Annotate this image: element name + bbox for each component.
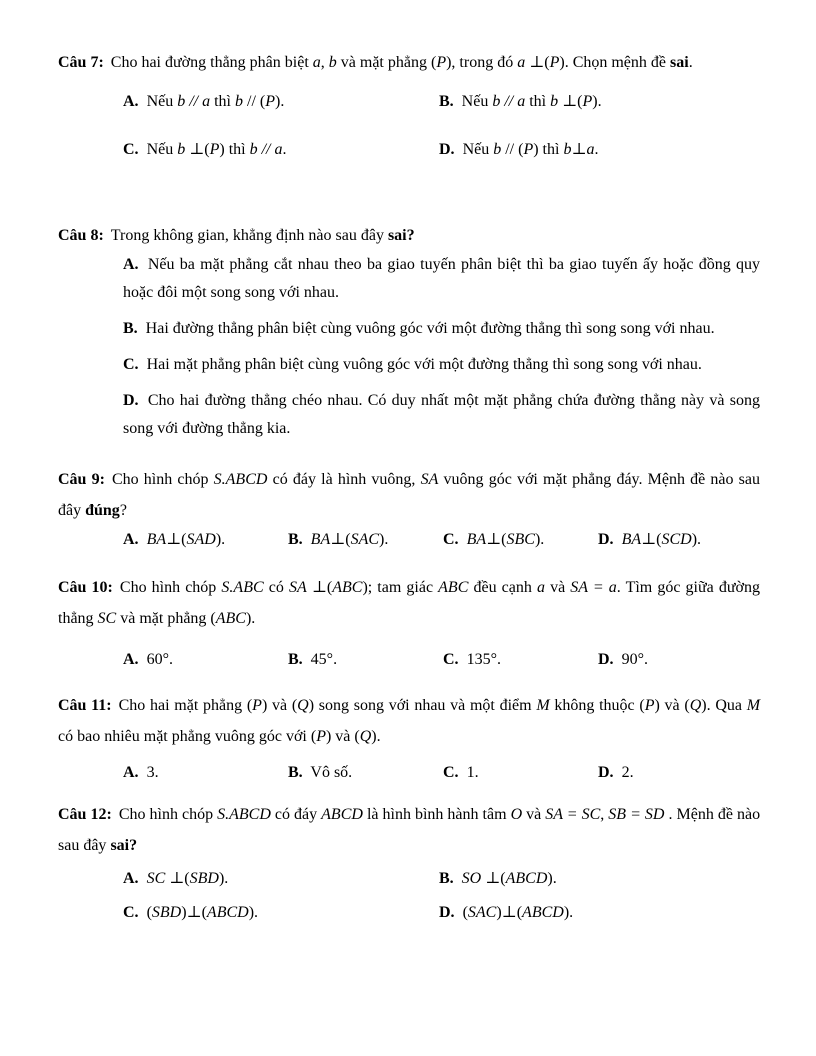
- math-text-run: M: [536, 697, 550, 714]
- option-letter: B.: [123, 320, 138, 337]
- option-letter: B.: [439, 93, 454, 110]
- math-text-run: P: [523, 141, 534, 158]
- text-run: (: [462, 904, 468, 921]
- option-B: [439, 88, 760, 116]
- math-text-run: ABC: [438, 579, 469, 596]
- text-run: // (: [501, 141, 524, 158]
- text-run: )⊥(: [181, 904, 207, 921]
- option-B: [439, 865, 760, 893]
- text-run: thì: [210, 93, 235, 110]
- option-letter: B.: [288, 764, 303, 781]
- question-8: [58, 220, 760, 443]
- text-run: ).: [248, 904, 259, 921]
- math-text-run: P: [582, 93, 593, 110]
- text-run: ⊥(: [558, 93, 583, 110]
- text-run: Cho hình chóp: [111, 471, 214, 488]
- text-run: ) và (: [654, 697, 690, 714]
- text-run: . Mệnh đề nào sau đây: [58, 806, 761, 854]
- text-run: ⊥(: [525, 54, 550, 71]
- text-run: không thuộc (: [549, 697, 645, 714]
- option-A: [123, 865, 439, 893]
- math-text-run: M: [746, 697, 761, 714]
- text-run: có: [263, 579, 289, 596]
- text-run: Hai đường thẳng phân biệt cùng vuông góc với một đường thẳng thì song song với nhau.: [145, 320, 715, 337]
- text-run: ⊥(: [166, 531, 187, 548]
- text-run: ⊥(: [165, 870, 190, 887]
- math-text-run: SA: [420, 471, 439, 488]
- math-text-run: ABCD: [522, 904, 564, 921]
- math-text-run: P: [644, 697, 655, 714]
- math-text-run: a: [586, 141, 595, 158]
- math-text-run: S.ABCD: [213, 471, 268, 488]
- text-run: ) thì: [219, 141, 250, 158]
- math-text-run: SBD: [151, 904, 182, 921]
- option-D: [598, 526, 760, 554]
- option-letter: D.: [598, 651, 614, 668]
- question-number-label: Câu 11:: [58, 697, 112, 714]
- math-text-run: ABC: [215, 610, 246, 627]
- math-text-run: BA: [621, 531, 642, 548]
- text-run: có đáy: [270, 806, 322, 823]
- text-run: thì: [525, 93, 551, 110]
- option-C: [123, 136, 439, 164]
- math-text-run: O: [510, 806, 523, 823]
- options-grid: [58, 646, 760, 674]
- option-C: [123, 899, 439, 927]
- option-C: [443, 646, 598, 674]
- text-run: 60°.: [146, 651, 173, 668]
- math-text-run: b: [563, 141, 572, 158]
- options-grid: [58, 865, 760, 927]
- options-grid: [58, 526, 760, 554]
- question-number-label: Câu 9:: [58, 471, 105, 488]
- text-run: .: [688, 54, 693, 71]
- text-run: ⊥(: [486, 531, 507, 548]
- text-run: ⊥(: [641, 531, 662, 548]
- math-text-run: Q: [689, 697, 702, 714]
- math-text-run: P: [436, 54, 447, 71]
- option-letter: C.: [123, 356, 139, 373]
- text-run: Hai mặt phẳng phân biệt cùng vuông góc với một đường thẳng thì song song với nhau.: [146, 356, 702, 373]
- text-run: ).: [275, 93, 285, 110]
- text-run: 3.: [146, 764, 159, 781]
- text-run: và: [544, 579, 571, 596]
- text-run: ).: [592, 93, 602, 110]
- text-run: Nếu: [461, 93, 493, 110]
- option-letter: B.: [288, 651, 303, 668]
- math-text-run: b: [177, 141, 186, 158]
- text-run: (: [430, 54, 437, 71]
- text-run: Nếu: [146, 141, 178, 158]
- option-letter: A.: [123, 651, 139, 668]
- math-text-run: P: [265, 93, 275, 110]
- text-run: đúng: [85, 502, 120, 519]
- option-B: [123, 315, 760, 343]
- option-C: [123, 351, 760, 379]
- option-letter: A.: [123, 764, 139, 781]
- math-text-run: SC: [146, 870, 166, 887]
- text-run: ).: [371, 728, 381, 745]
- option-D: [598, 759, 760, 787]
- option-A: [123, 251, 760, 307]
- text-run: ).: [691, 531, 702, 548]
- math-text-run: S.ABC: [221, 579, 264, 596]
- text-run: 2.: [621, 764, 634, 781]
- text-run: có đáy là hình vuông,: [267, 471, 421, 488]
- text-run: ).: [218, 870, 229, 887]
- math-text-run: Q: [297, 697, 309, 714]
- option-letter: A.: [123, 870, 139, 887]
- option-letter: C.: [443, 531, 459, 548]
- option-D: [123, 387, 760, 443]
- option-letter: D.: [439, 141, 455, 158]
- option-A: [123, 646, 288, 674]
- question-9: [58, 464, 760, 554]
- text-run: )⊥(: [496, 904, 523, 921]
- option-D: [439, 136, 760, 164]
- text-run: .: [282, 141, 287, 158]
- math-text-run: SC: [97, 610, 117, 627]
- option-letter: C.: [443, 651, 459, 668]
- text-run: ,: [320, 54, 329, 71]
- option-letter: D.: [439, 904, 455, 921]
- text-run: ,: [600, 806, 609, 823]
- question-7: [58, 47, 760, 164]
- option-letter: C.: [123, 904, 139, 921]
- option-letter: B.: [439, 870, 454, 887]
- option-B: [288, 646, 443, 674]
- math-text-run: SAD: [186, 531, 216, 548]
- text-run: ) thì: [533, 141, 564, 158]
- question-stem: [58, 464, 760, 526]
- math-text-run: SO: [461, 870, 482, 887]
- text-run: Cho hình chóp: [119, 579, 222, 596]
- text-run: ?: [119, 502, 127, 519]
- text-run: Vô số.: [310, 764, 353, 781]
- math-text-run: ABCD: [321, 806, 363, 823]
- math-text-run: SA = SC: [545, 806, 601, 823]
- text-run: .: [594, 141, 599, 158]
- option-letter: B.: [288, 531, 303, 548]
- text-run: ⊥(: [330, 531, 351, 548]
- math-text-run: b: [328, 54, 337, 71]
- text-run: ⊥: [571, 141, 587, 158]
- text-run: (: [146, 904, 152, 921]
- math-text-run: b // a: [249, 141, 283, 158]
- math-text-run: P: [209, 141, 220, 158]
- option-C: [443, 759, 598, 787]
- question-11: [58, 690, 760, 787]
- math-text-run: P: [252, 697, 262, 714]
- text-run: ).: [379, 531, 389, 548]
- option-letter: C.: [123, 141, 139, 158]
- question-stem: [58, 220, 760, 251]
- text-run: // (: [243, 93, 266, 110]
- option-letter: D.: [123, 392, 139, 409]
- question-number-label: Câu 7:: [58, 54, 104, 71]
- text-run: có bao nhiêu mặt phẳng vuông góc với (: [58, 728, 317, 745]
- options-grid: [58, 88, 760, 164]
- math-text-run: ABCD: [505, 870, 548, 887]
- option-B: [288, 759, 443, 787]
- text-run: ). Qua: [701, 697, 747, 714]
- math-text-run: P: [549, 54, 560, 71]
- math-text-run: SAC: [467, 904, 497, 921]
- text-run: sai?: [110, 837, 138, 854]
- option-letter: A.: [123, 256, 139, 273]
- text-run: ); tam giác: [362, 579, 439, 596]
- text-run: là hình bình hành tâm: [362, 806, 511, 823]
- question-stem: [58, 799, 760, 861]
- math-text-run: SBD: [189, 870, 219, 887]
- text-run: Nếu: [146, 93, 178, 110]
- text-run: sai: [670, 54, 689, 71]
- text-run: ) và (: [325, 728, 360, 745]
- text-run: ): [446, 54, 452, 71]
- option-letter: A.: [123, 93, 139, 110]
- option-letter: C.: [443, 764, 459, 781]
- math-text-run: SA = a: [570, 579, 617, 596]
- text-run: 90°.: [621, 651, 648, 668]
- options-grid: [58, 759, 760, 787]
- option-A: [123, 759, 288, 787]
- math-text-run: a: [536, 579, 545, 596]
- text-run: Cho hai mặt phẳng (: [118, 697, 253, 714]
- option-D: [439, 899, 760, 927]
- questions-container: [58, 47, 760, 927]
- text-run: Cho hình chóp: [118, 806, 218, 823]
- question-stem: [58, 47, 760, 78]
- math-text-run: SA: [288, 579, 307, 596]
- option-B: [288, 526, 443, 554]
- option-C: [443, 526, 598, 554]
- option-letter: D.: [598, 764, 614, 781]
- option-D: [598, 646, 760, 674]
- math-text-run: b // a: [177, 93, 211, 110]
- math-text-run: BA: [310, 531, 331, 548]
- option-A: [123, 88, 439, 116]
- text-run: 135°.: [466, 651, 501, 668]
- question-number-label: Câu 10:: [58, 579, 113, 596]
- text-run: ).: [547, 870, 557, 887]
- text-run: vuông góc với mặt phẳng đáy. Mệnh đề nào sau đây: [58, 471, 760, 519]
- options-grid: [58, 251, 760, 443]
- question-stem: [58, 572, 760, 634]
- text-run: Nếu ba mặt phẳng cắt nhau theo ba giao tuyến phân biệt thì ba giao tuyến ấy hoặc đồng quy hoặc đôi một song song với nhau.: [123, 256, 761, 301]
- math-text-run: S.ABCD: [217, 806, 271, 823]
- math-text-run: b: [235, 93, 243, 110]
- option-letter: D.: [598, 531, 614, 548]
- text-run: ).: [215, 531, 226, 548]
- text-run: Cho hai đường thẳng phân biệt: [110, 54, 313, 71]
- text-run: ⊥(: [185, 141, 210, 158]
- text-run: ⊥(: [306, 579, 333, 596]
- question-12: [58, 799, 760, 927]
- text-run: ).: [563, 904, 574, 921]
- text-run: , trong đó: [451, 54, 518, 71]
- text-run: ).: [534, 531, 545, 548]
- math-text-run: SBC: [506, 531, 535, 548]
- math-text-run: SAC: [350, 531, 380, 548]
- text-run: Cho hai đường thẳng chéo nhau. Có duy nhất một mặt phẳng chứa đường thẳng này và song song với đường thẳng kia.: [123, 392, 761, 437]
- option-letter: A.: [123, 531, 139, 548]
- text-run: 45°.: [310, 651, 338, 668]
- math-text-run: SCD: [661, 531, 692, 548]
- option-A: [123, 526, 288, 554]
- question-10: [58, 572, 760, 674]
- text-run: ) và (: [261, 697, 298, 714]
- text-run: và mặt phẳng (: [116, 610, 216, 627]
- question-number-label: Câu 8:: [58, 227, 104, 244]
- text-run: . Chọn mệnh đề: [564, 54, 671, 71]
- text-run: đều cạnh: [468, 579, 537, 596]
- math-text-run: BA: [146, 531, 167, 548]
- text-run: ): [559, 54, 565, 71]
- math-text-run: Q: [359, 728, 372, 745]
- text-run: ⊥(: [481, 870, 506, 887]
- text-run: ).: [245, 610, 256, 627]
- math-text-run: a: [312, 54, 321, 71]
- text-run: 1.: [466, 764, 479, 781]
- math-text-run: b: [493, 141, 502, 158]
- text-run: . Tìm góc giữa đường thẳng: [58, 579, 761, 627]
- question-number-label: Câu 12:: [58, 806, 112, 823]
- math-text-run: b: [550, 93, 559, 110]
- math-text-run: ABCD: [206, 904, 249, 921]
- text-run: và: [522, 806, 546, 823]
- text-run: và mặt phẳng: [336, 54, 431, 71]
- text-run: Nếu: [462, 141, 494, 158]
- text-run: sai?: [387, 227, 415, 244]
- math-text-run: BA: [466, 531, 487, 548]
- math-text-run: P: [316, 728, 326, 745]
- math-text-run: ABC: [332, 579, 363, 596]
- question-stem: [58, 690, 760, 752]
- math-text-run: SB = SD: [608, 806, 665, 823]
- math-text-run: b // a: [492, 93, 526, 110]
- text-run: ) song song với nhau và một điểm: [308, 697, 537, 714]
- text-run: Trong không gian, khẳng định nào sau đây: [110, 227, 388, 244]
- math-text-run: a: [517, 54, 526, 71]
